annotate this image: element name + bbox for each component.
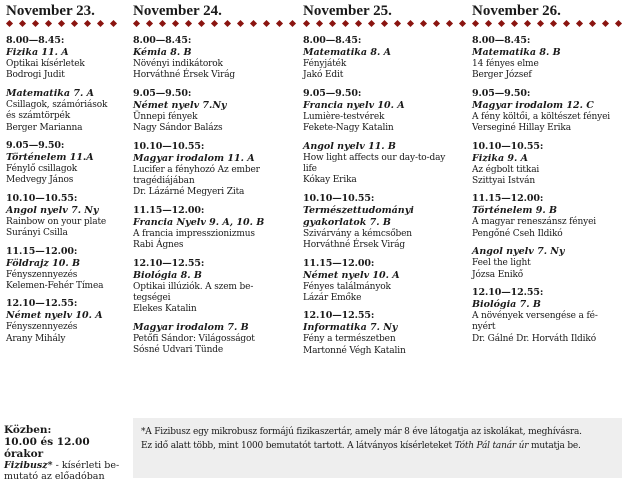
schedule-slot [6,140,124,187]
slot-time: 9.05—9.50: [133,87,192,99]
slot-line: Kókay Erika [303,175,357,186]
slot-time: 9.05—9.50: [303,87,362,99]
schedule-slot [303,258,469,305]
slot-line: Csillagok, számóriások [6,99,108,110]
diamond-icon [237,20,244,27]
slot-time: 10.10—10.55: [472,140,544,152]
diamond-icon [159,20,166,27]
schedule-slot [133,322,298,357]
diamond-icon [537,20,544,27]
diamond-icon [211,20,218,27]
diamond-icon [84,20,91,27]
footnote-line2-pre: Ez idő alatt több, mint 1000 bemutatót tartott. A látványos kísérleteket [141,441,455,451]
footnote-line2-post: mutatja be. [528,441,581,451]
diamond-icon [58,20,65,27]
footnote-box [133,418,622,478]
diamond-icon [524,20,531,27]
diamond-icon [368,20,375,27]
slot-time: 10.10—10.55: [303,192,375,204]
slot-time: 10.10—10.55: [6,192,78,204]
slot-subject: Angol nyelv 7. Ny [6,204,99,216]
slot-time: 8.00—8.45: [6,35,65,46]
slot-line: Fekete-Nagy Katalin [303,123,394,134]
slot-line: Szivárvány a kémcsőben [303,228,412,239]
slot-line: Jakó Edit [303,70,344,81]
diamond-icon [276,20,283,27]
day-heading: November 23. [6,3,95,19]
slot-line: Lumière-testvérek [303,111,385,122]
slot-subject: Magyar irodalom 11. A [133,152,255,164]
diamond-icon [263,20,270,27]
diamond-icon [185,20,192,27]
slot-line: Horváthné Érsek Virág [133,70,236,81]
slot-subject: Természettudományi gyakorlatok 7. B [303,204,414,228]
schedule-slot [472,141,622,188]
diamond-icon [342,20,349,27]
fizibusz-label: Fizibusz* [4,460,53,471]
diamond-icon [381,20,388,27]
diamond-icon [407,20,414,27]
slot-subject: Matematika 8. B [472,47,561,58]
slot-subject: Fizika 9. A [472,152,528,164]
slot-time: 8.00—8.45: [472,35,531,46]
slot-line: Arany Mihály [6,333,66,344]
diamond-icon [110,20,117,27]
slot-line: Optikai kísérletek [6,59,85,69]
slot-line: A francia impresszionizmus [133,228,255,239]
diamond-icon [420,20,427,27]
slot-line: Növényi indikátorok [133,59,223,69]
slot-line: Martonné Végh Katalin [303,345,406,356]
diamond-icon [303,20,310,27]
slot-time: 8.00—8.45: [303,35,362,46]
slot-line: tragédiájában [133,176,195,187]
diamond-divider [133,21,298,29]
diamond-icon [589,20,596,27]
schedule-slot [472,193,622,240]
diamond-icon [355,20,362,27]
slot-line: Elekes Katalin [133,304,197,315]
slot-line: Az égbolt titkai [472,164,540,175]
diamond-icon [19,20,26,27]
kozben-line3: mutató az előadóban [4,471,105,482]
diamond-icon [6,20,13,27]
diamond-icon [563,20,570,27]
slot-line: Optikai illúziók. A szem be- [133,281,254,292]
footnote-line1: *A Fizibusz egy mikrobusz formájú fizikaszertár, amely már 8 éve látogatja az iskolákat, meghívásra. [141,427,582,437]
slot-subject: Matematika 7. A [6,87,94,99]
day-heading: November 26. [472,3,561,19]
slot-line: és számtörpék [6,111,70,122]
column-nov-25 [303,0,469,363]
slot-time: 9.05—9.50: [6,140,65,152]
kozben-title: Közben: [4,424,52,436]
slot-line: Ünnepi fények [133,111,198,122]
column-nov-26 [472,0,622,351]
schedule-slot [303,88,469,135]
diamond-icon [224,20,231,27]
kozben-line2-rest: - kísérleti be- [52,460,120,471]
slot-line: Rabi Ágnes [133,240,184,251]
kozben-times: 10.00 és 12.00 órakor [4,436,90,460]
slot-line: Lucifer a fényhozó Az ember [133,164,260,175]
slot-line: Dr. Gálné Dr. Horváth Ildikó [472,333,596,344]
slot-line: Lázár Emőke [303,293,362,304]
diamond-icon [511,20,518,27]
slot-line: A magyar reneszánsz fényei [472,217,596,228]
slot-subject: Francia Nyelv 9. A, 10. B [133,216,265,228]
schedule-slot [303,141,469,187]
diamond-icon [615,20,622,27]
slot-line: Kelemen-Fehér Tímea [6,281,104,292]
slot-line: How light affects our day-to-day [303,152,446,163]
kozben-line2 [4,460,132,471]
schedule-slot [6,88,124,134]
slot-line: Fénylő csillagok [6,164,78,175]
slot-subject: Történelem 9. B [472,205,557,217]
diamond-icon [459,20,466,27]
slot-time: 12.10—12.55: [303,310,375,322]
slot-time: 11.15—12.00: [472,193,544,205]
diamond-icon [97,20,104,27]
diamond-divider [6,21,124,29]
slot-line: Feel the light [472,258,531,269]
slot-line: Sósné Udvari Tünde [133,345,224,356]
diamond-icon [394,20,401,27]
slot-time: 11.15—12.00: [6,245,78,257]
diamond-icon [576,20,583,27]
slot-subject: Történelem 11.A [6,152,94,164]
slot-line: Verseginé Hillay Erika [472,123,571,134]
diamond-icon [498,20,505,27]
diamond-icon [602,20,609,27]
slot-line: Bodrogi Judit [6,70,65,81]
slot-line: Petőfi Sándor: Világosságot [133,333,255,344]
slot-subject: Német nyelv 10. A [303,269,400,281]
diamond-icon [198,20,205,27]
column-nov-24 [133,0,298,363]
slot-line: Horváthné Érsek Virág [303,240,406,251]
slot-line: Pengőné Cseh Ildikó [472,228,563,239]
slot-line: Fényszennyezés [6,322,78,333]
slot-line: A növények versengése a fé- [472,311,598,322]
schedule-slot [6,246,124,293]
slot-subject: Német nyelv 7.Ny [133,99,227,111]
slot-time: 11.15—12.00: [133,204,205,216]
slot-line: Fényszennyezés [6,269,78,280]
schedule-slot [303,193,469,252]
diamond-icon [133,20,140,27]
diamond-icon [550,20,557,27]
footnote-text [133,418,622,453]
diamond-icon [289,20,296,27]
slot-line: nyért [472,322,496,333]
slot-time: 12.10—12.55: [6,298,78,310]
slot-subject: Angol nyelv 11. B [303,140,396,152]
slot-subject: Német nyelv 10. A [6,310,103,322]
slot-time: 10.10—10.55: [133,140,205,152]
day-heading: November 25. [303,3,392,19]
slot-line: Surányi Csilla [6,228,68,239]
slot-subject: Földrajz 10. B [6,257,80,269]
slot-line: Fényes találmányok [303,281,391,292]
diamond-icon [45,20,52,27]
schedule-slot [303,310,469,357]
schedule-slot [133,141,298,199]
schedule-slot [472,35,622,82]
diamond-icon [146,20,153,27]
slot-line: 14 fényes elme [472,59,539,69]
diamond-icon [485,20,492,27]
schedule-slot [472,246,622,281]
diamond-icon [433,20,440,27]
diamond-divider [472,21,622,29]
diamond-icon [172,20,179,27]
slot-subject: Fizika 11. A [6,47,69,58]
slot-time: 12.10—12.55: [472,287,544,299]
slot-line: Berger Marianna [6,122,83,133]
diamond-divider [303,21,469,29]
diamond-icon [446,20,453,27]
diamond-icon [472,20,479,27]
diamond-icon [71,20,78,27]
diamond-icon [32,20,39,27]
slot-line: Berger József [472,70,532,81]
schedule-slot [133,205,298,252]
slot-subject: Biológia 7. B [472,299,541,311]
column-nov-23 [6,0,124,351]
slot-line: Fényjáték [303,59,347,69]
slot-line: tegségei [133,293,171,304]
schedule-slot [303,35,469,82]
footnote-teacher-name: Tóth Pál tanár úr [454,441,529,451]
day-heading: November 24. [133,3,222,19]
slot-subject: Informatika 7. Ny [303,322,398,334]
schedule-slot [133,88,298,135]
slot-time: 9.05—9.50: [472,87,531,99]
slot-line: Dr. Lázárné Megyeri Zita [133,187,245,198]
slot-time: 8.00—8.45: [133,35,192,46]
slot-time: 11.15—12.00: [303,257,375,269]
slot-subject: Magyar irodalom 7. B [133,321,249,333]
schedule-slot [6,193,124,240]
slot-time: 12.10—12.55: [133,257,205,269]
slot-line: A fény költői, a költészet fényei [472,111,611,122]
schedule-slot [6,298,124,345]
slot-line: Józsa Enikő [472,269,524,280]
slot-subject: Matematika 8. A [303,47,391,58]
slot-line: Rainbow on your plate [6,216,107,227]
diamond-icon [316,20,323,27]
slot-line: Fény a természetben [303,334,396,345]
slot-subject: Magyar irodalom 12. C [472,99,594,111]
schedule-slot [472,88,622,135]
slot-line: Nagy Sándor Balázs [133,123,223,134]
schedule-slot [6,35,124,82]
schedule-slot [133,35,298,82]
slot-subject: Francia nyelv 10. A [303,99,405,111]
schedule-slot [133,258,298,316]
slot-line: Szittyai István [472,176,535,187]
slot-line: Medvegy János [6,175,74,186]
slot-line: life [303,164,317,175]
slot-subject: Biológia 8. B [133,269,202,281]
kozben-box [4,424,132,482]
slot-subject: Angol nyelv 7. Ny [472,246,565,258]
diamond-icon [250,20,257,27]
schedule-slot [472,287,622,345]
slot-subject: Kémia 8. B [133,47,192,58]
diamond-icon [329,20,336,27]
